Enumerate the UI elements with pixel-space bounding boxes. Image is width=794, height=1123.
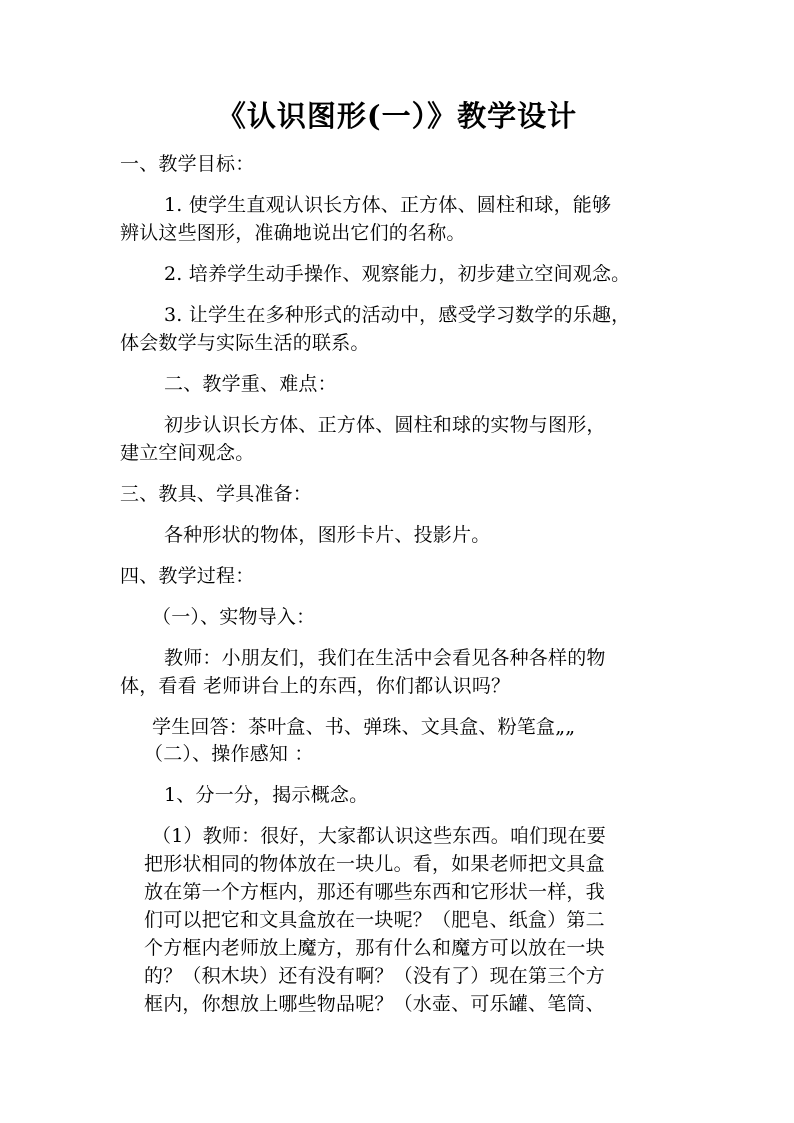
teacher-intro-line-1: 教师：小朋友们，我们在生活中会看见各种各样的物 <box>164 647 606 669</box>
subsection-heading-operate: （二）、操作感知 ： <box>144 743 314 765</box>
section-heading-process: 四、教学过程： <box>120 565 255 587</box>
section-heading-materials: 三、教具、学具准备： <box>120 483 313 505</box>
step-1-paragraph-line-2: 把形状相同的物体放在一块儿。看，如果老师把文具盒 <box>144 853 605 875</box>
step-1-paragraph-line-1: （1）教师：很好，大家都认识这些东西。咱们现在要 <box>152 825 606 847</box>
step-1-paragraph-line-4: 们可以把它和文具盒放在一块呢？（肥皂、纸盒）第二 <box>144 909 605 931</box>
step-1-heading: 1、分一分，揭示概念。 <box>164 784 369 806</box>
step-1-paragraph-line-3: 放在第一个方框内，那还有哪些东西和它形状一样，我 <box>144 881 605 903</box>
teacher-intro-line-2: 体，看看 老师讲台上的东西，你们都认识吗？ <box>120 675 511 697</box>
materials-text: 各种形状的物体，图形卡片、投影片。 <box>164 524 491 546</box>
section-heading-key-points: 二、教学重、难点： <box>164 373 337 395</box>
step-1-paragraph-line-7: 框内，你想放上哪些物品呢？（水壶、可乐罐、笔筒、 <box>144 993 605 1015</box>
objective-1-line-2: 辨认这些图形，准确地说出它们的名称。 <box>120 222 466 244</box>
key-points-line-2: 建立空间观念。 <box>120 442 255 464</box>
objective-3-line-1: 3. 让学生在多种形式的活动中，感受学习数学的乐趣， <box>164 304 631 326</box>
step-1-paragraph-line-6: 的？（积木块）还有没有啊？（没有了）现在第三个方 <box>144 965 605 987</box>
objective-3-line-2: 体会数学与实际生活的联系。 <box>120 332 370 354</box>
document-title: 《认识图形(一）》教学设计 <box>216 99 578 133</box>
objective-2: 2. 培养学生动手操作、观察能力，初步建立空间观念。 <box>164 263 631 285</box>
student-answer: 学生回答：茶叶盒、书、弹珠、文具盒、粉笔盒„„ <box>152 716 576 738</box>
objective-1-line-1: 1. 使学生直观认识长方体、正方体、圆柱和球，能够 <box>164 194 612 216</box>
section-heading-objectives: 一、教学目标： <box>120 153 255 175</box>
key-points-line-1: 初步认识长方体、正方体、圆柱和球的实物与图形， <box>164 414 606 436</box>
step-1-paragraph-line-5: 个方框内老师放上魔方，那有什么和魔方可以放在一块 <box>144 937 605 959</box>
subsection-heading-intro: （一）、实物导入： <box>152 606 316 628</box>
